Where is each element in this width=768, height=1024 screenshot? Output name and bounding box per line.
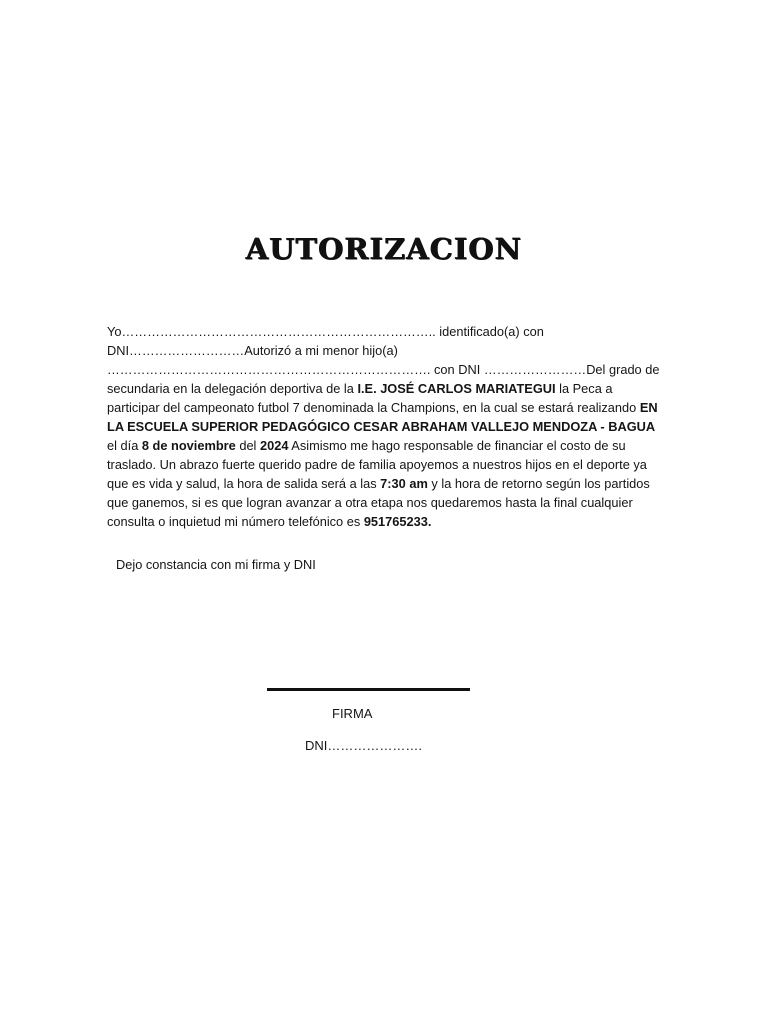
paragraph-segment-3: el día [107,438,142,453]
departure-time: 7:30 am [380,476,428,491]
authorization-paragraph [107,322,663,531]
paragraph-segment-6: y la hora de retorno según los partidos que ganemos, si es que logran avanzar a otra etapa nos quedaremos hasta la final cualquier consulta o inquietud mi número telefónico es [107,476,650,529]
constancia-text: Dejo constancia con mi firma y DNI [116,557,316,572]
document-title: AUTORIZACION [245,232,523,266]
dni-label: DNI…………………. [305,738,422,753]
event-date: 8 de noviembre [141,438,236,453]
signature-label: FIRMA [332,706,373,721]
phone-number: 951765233. [363,514,432,529]
venue-name: EN LA ESCUELA SUPERIOR PEDAGÓGICO CESAR ABRAHAM VALLEJO MENDOZA - BAGUA [107,400,658,434]
paragraph-segment-4: del [235,438,260,453]
paragraph-segment-5: Asimismo me hago responsable de financiar el costo de su traslado. Un abrazo fuerte querido padre de familia apoyemos a nuestros hijos en el deporte ya que es vida y salud, la hora de salida será a las [107,438,647,491]
school-name: I.E. JOSÉ CARLOS MARIATEGUI [357,381,556,396]
paragraph-segment-1: Yo……………………………………………………………….. identificado(a) con DNI………………………Autorizó a mi menor hijo(a) …………………………………………………………………. con DNI ……………………Del grado de secundaria en la delegación deportiva de la [107,324,660,396]
signature-line [267,688,470,691]
paragraph-text [107,322,663,531]
paragraph-segment-2: la Peca a participar del campeonato futbol 7 denominada la Champions, en la cual se estará realizando [107,381,640,415]
event-year: 2024 [259,438,289,453]
